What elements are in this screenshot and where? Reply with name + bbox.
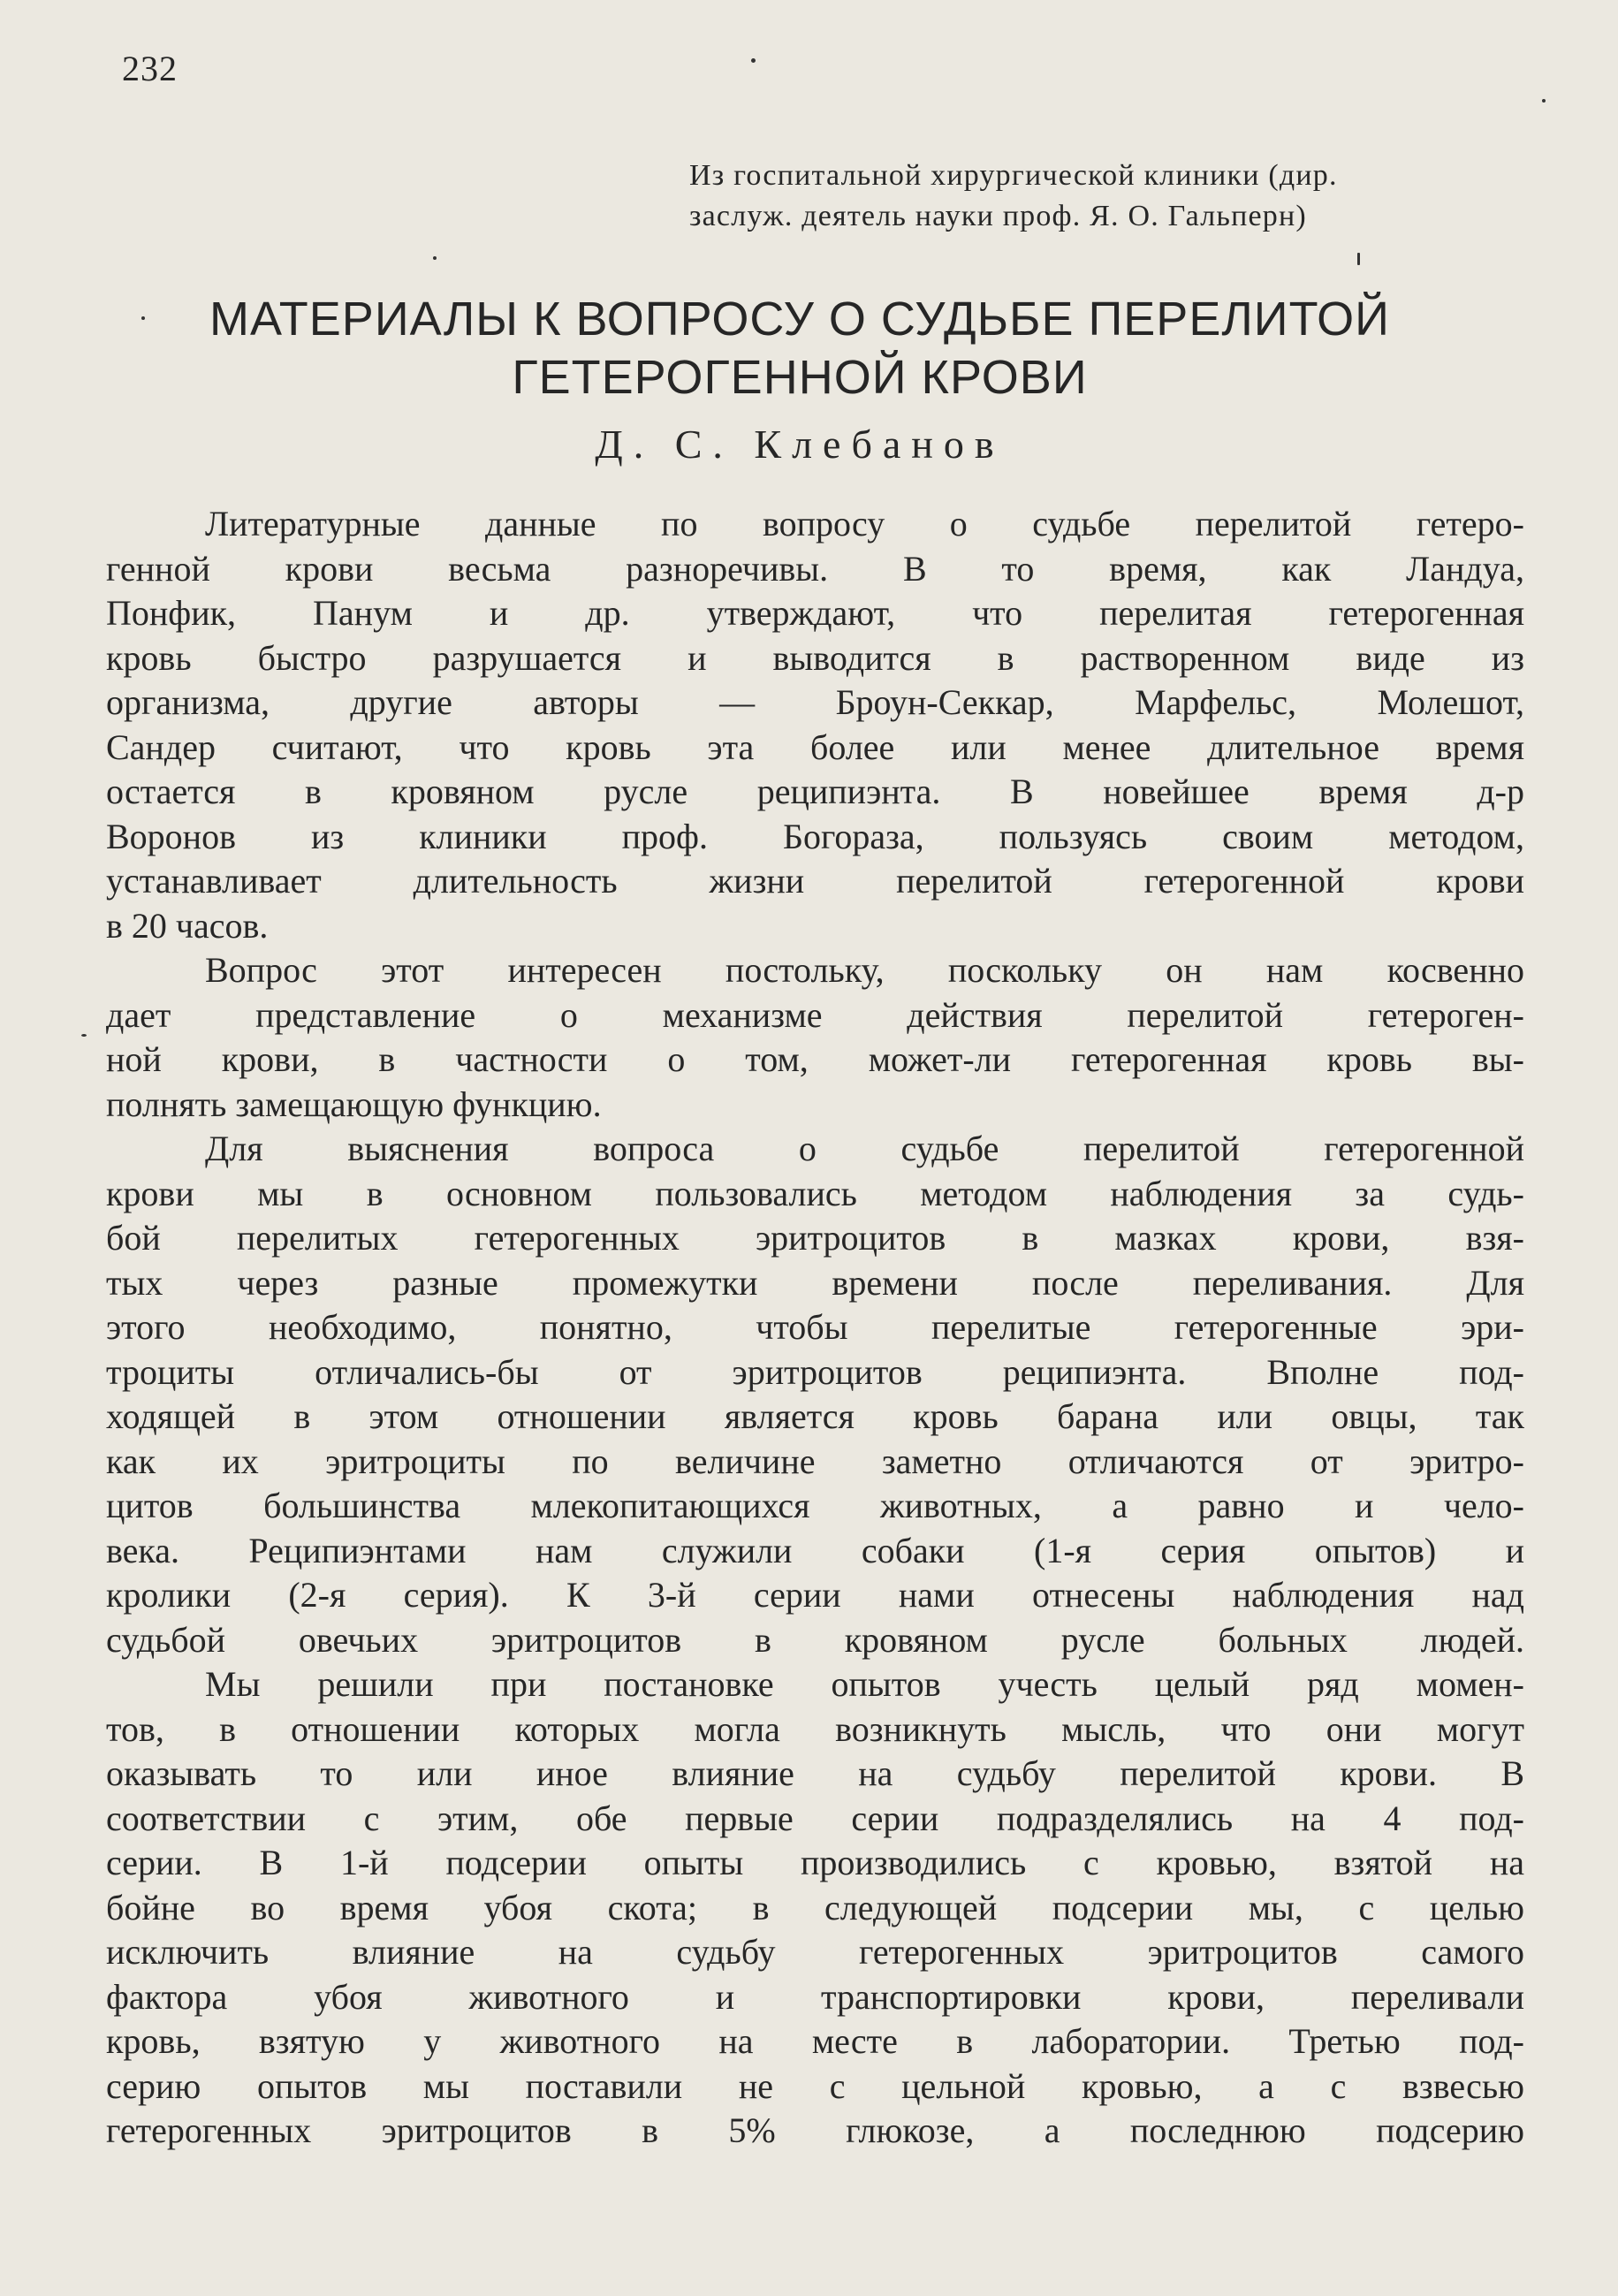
text-line: фактора убоя животного и транспортировки крови, переливали <box>106 1976 1524 2017</box>
paragraph <box>106 948 1524 1127</box>
article-title-line: ГЕТЕРОГЕННОЙ КРОВИ <box>512 351 1088 404</box>
text-line: бой перелитых гетерогенных эритроцитов в мазках крови, взя- <box>106 1218 1524 1258</box>
text-line: крови мы в основном пользовались методом наблюдения за судь- <box>106 1173 1524 1213</box>
print-speck <box>1357 253 1360 265</box>
text-line: кролики (2-я серия). К 3-й серии нами отнесены наблюдения над <box>106 1575 1524 1615</box>
text-line: троциты отличались-бы от эритроцитов реципиэнта. Вполне под- <box>106 1351 1524 1392</box>
paragraph <box>106 1662 1524 2154</box>
article-title-line: МАТЕРИАЛЫ К ВОПРОСУ О СУДЬБЕ ПЕРЕЛИТОЙ <box>209 293 1390 346</box>
text-line: Литературные данные по вопросу о судьбе перелитой гетеро- <box>205 504 1524 544</box>
text-line: судьбой овечьих эритроцитов в кровяном русле больных людей. <box>106 1619 1524 1660</box>
text-line: Для выяснения вопроса о судьбе перелитой гетерогенной <box>205 1129 1524 1168</box>
text-line: Сандер считают, что кровь эта более или менее длительное время <box>106 726 1524 767</box>
print-speck <box>81 1034 87 1037</box>
text-line: соответствии с этим, обе первые серии подразделялись на 4 под- <box>106 1798 1524 1838</box>
text-line: Вопрос этот интересен постольку, поскольку он нам косвенно <box>205 950 1524 990</box>
text-line: серии. В 1-й подсерии опыты производились с кровью, взятой на <box>106 1843 1524 1882</box>
paragraph <box>106 1127 1524 1662</box>
text-line: цитов большинства млекопитающихся животных, а равно и чело- <box>106 1486 1524 1525</box>
article-author: Д. С. Клебанов <box>595 422 1005 467</box>
text-line: ходящей в этом отношении является кровь барана или овцы, так <box>106 1396 1524 1436</box>
text-line: дает представление о механизме действия перелитой гетероген- <box>106 994 1524 1035</box>
print-speck <box>1542 99 1546 103</box>
text-line: устанавливает длительность жизни перелитой гетерогенной крови <box>106 861 1524 901</box>
print-speck <box>141 316 145 320</box>
text-line: кровь, взятую у животного на месте в лаборатории. Третью под- <box>106 2021 1524 2061</box>
text-line: тов, в отношении которых могла возникнуть мысль, что они могут <box>106 1708 1524 1749</box>
text-line: оказывать то или иное влияние на судьбу перелитой крови. В <box>106 1753 1524 1793</box>
print-speck <box>433 256 437 260</box>
text-line: тых через разные промежутки времени после переливания. Для <box>106 1262 1524 1303</box>
print-speck <box>751 58 756 63</box>
affiliation-line: заслуж. деятель науки проф. Я. О. Гальперн) <box>689 200 1307 232</box>
text-line: исключить влияние на судьбу гетерогенных эритроцитов самого <box>106 1932 1524 1972</box>
text-line: кровь быстро разрушается и выводится в растворенном виде из <box>106 637 1524 678</box>
text-line: Воронов из клиники проф. Богораза, пользуясь своим методом, <box>106 816 1524 856</box>
text-line: как их эритроциты по величине заметно отличаются от эритро- <box>106 1441 1524 1481</box>
affiliation-note <box>689 156 1529 237</box>
article-body <box>106 502 1524 2154</box>
affiliation-line: Из госпитальной хирургической клиники (дир. <box>689 159 1338 192</box>
text-line: полнять замещающую функцию. <box>106 1083 602 1124</box>
text-line: серию опытов мы поставили не с цельной кровью, а с взвесью <box>106 2065 1524 2106</box>
text-line: в 20 часов. <box>106 905 269 946</box>
text-line: этого необходимо, понятно, чтобы перелитые гетерогенные эри- <box>106 1307 1524 1347</box>
text-line: бойне во время убоя скота; в следующей подсерии мы, с целью <box>106 1887 1524 1927</box>
text-line: Понфик, Панум и др. утверждают, что перелитая гетерогенная <box>106 593 1524 633</box>
text-line: века. Реципиэнтами нам служили собаки (1-я серия опытов) и <box>106 1530 1524 1570</box>
text-line: генной крови весьма разноречивы. В то время, как Ландуа, <box>106 548 1524 589</box>
text-line: остается в кровяном русле реципиэнта. В новейшее время д-р <box>106 772 1524 811</box>
text-line: организма, другие авторы — Броун-Секкар, Марфельс, Молешот, <box>106 682 1524 722</box>
paragraph <box>106 502 1524 948</box>
article-title <box>115 290 1485 407</box>
page-number: 232 <box>122 49 178 88</box>
text-line: гетерогенных эритроцитов в 5% глюкозе, а последнюю подсерию <box>106 2110 1524 2150</box>
text-line: ной крови, в частности о том, может-ли гетерогенная кровь вы- <box>106 1039 1524 1079</box>
text-line: Мы решили при постановке опытов учесть целый ряд момен- <box>205 1664 1524 1704</box>
